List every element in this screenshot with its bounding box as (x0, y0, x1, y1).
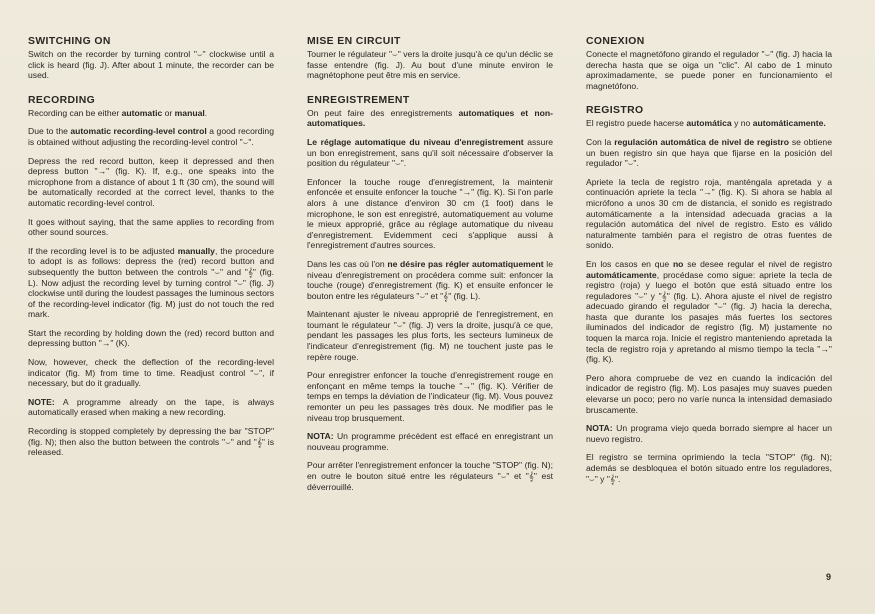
registro-manual-text: En los casos en que no se desee regular el nivel de registro automáticamente, procédase como sigue: apriete la tecla de registro (roja) y luego el botón que está situado entre los reguladores "⌣" y "𝄞" (fig. L). Ahora ajuste el nivel de registro adecuado girando el regulador "⌣" (fig. J) hacia la derecha, hasta que durante los pasajes más fuertes los sectores iluminados del indicador de registro (fig. M) justamente no toquen la marca roja. Inicie el registro manteniendo apretada la tecla de registro roja y apretando al mismo tiempo la tecla "→" (fig. K). (586, 258, 832, 365)
recording-heading: RECORDING (28, 94, 96, 106)
registro-comprobar-text: Pero ahora compruebe de vez en cuando la indicación del indicador de registro (fig. M). Los pasajes muy suaves pueden elevarse un poco; pero no varíe nunca la intensidad demasiado bruscamente. (586, 372, 832, 415)
enregistrement-intro: On peut faire des enregistrements automatiques et non-automatiques. (307, 107, 553, 129)
recording-automatic-text: Due to the automatic recording-level control a good recording is obtained without adjusting the recording-level control "⌣". (28, 126, 274, 147)
enregistrement-manuel-text: Dans les cas où l'on ne désire pas régler automatiquement le niveau d'enregistrement on procédera comme suit: enfoncer la touche (rouge) d'enregistrement (fig. K) et ensuite enfoncer le bouton entre les régulateurs "⌣" et "𝄞" (fig. L). (307, 258, 553, 301)
mise-en-circuit-text: Tourner le régulateur "⌣" vers la droite jusqu'à ce qu'un déclic se fasse entendre (fig. J). Au bout d'une minute environ le magnétophone peut être mis en service. (307, 49, 553, 81)
french-column (307, 36, 553, 500)
recording-manual-text: If the recording level is to be adjusted manually, the procedure to adopt is as follows: depress the (red) record button and subsequently the button between the controls "⌣" and "𝄞" (fig. L). Now adjust the recording level by turning control "⌣" (fig. J) clockwise until during the loudest passages the luminous sectors of the recording-level indicator (fig. M) just do not touch the red mark. (28, 245, 275, 320)
nota-text: NOTA: Un programme précédent est effacé en enregistrant un nouveau programme. (307, 431, 553, 452)
registro-stop-text: El registro se termina oprimiendo la tecla "STOP" (fig. N); además se desbloquea el botón situado entre los reguladores, "⌣" y "𝄞". (586, 452, 832, 484)
recording-stop-text: Recording is stopped completely by depressing the bar "STOP" (fig. N); then also the button between the controls "⌣" and "𝄞" is released. (28, 426, 274, 458)
recording-other-sources-text: It goes without saying, that the same applies to recording from other sound sources. (28, 216, 274, 238)
registro-intro: El registro puede hacerse automática y no automáticamente. (586, 118, 826, 129)
recording-procedure-text: Depress the red record button, keep it depressed and then depress button "→" (fig. K). If, e.g., one speaks into the microphone from a distance of about 1 ft (30 cm), the sound will be automatically recorded at the correct level, thanks to the automatic recording-level control. (28, 155, 274, 208)
registro-procedimiento-text: Apriete la tecla de registro roja, manténgala apretada y a continuación apriete la tecla "→" (fig. K). Si ahora se habla al micrófono a unos 30 cm de distancia, el sonido es registrado automáticamente a la intensidad adecuada gracias a la regulación automática del nivel de registro. Esto es válido naturalmente también para el registro de otras fuentes de sonido. (586, 176, 832, 251)
nota-es-text: NOTA: Un programa viejo queda borrado siempre al hacer un nuevo registro. (586, 423, 832, 444)
registro-heading: REGISTRO (586, 105, 644, 117)
recording-start-text: Start the recording by holding down the (red) record button and depressing button "→" (K). (28, 327, 274, 349)
mise-en-circuit-heading: MISE EN CIRCUIT (307, 36, 401, 47)
recording-intro: Recording can be either automatic or manual. (28, 107, 208, 118)
enregistrement-procedure-text: Enfoncer la touche rouge d'enregistrement, la maintenir enfoncée et ensuite enfoncer la touche "→" (fig. K). Si l'on parle alors à une distance d'environ 30 cm (1 foot) dans le microphone, le son est enregistré, automatiquement au volume le mieux approprié, grâce au réglage automatique du niveau d'enregistrement. Evidemment ceci s'applique aussi à l'enregistrement d'autres sources. (307, 176, 553, 251)
enregistrement-arret-text: Pour arrêter l'enregistrement enfoncer la touche "STOP" (fig. N); en outre le bouton situé entre les régulateurs "⌣" et "𝄞" est déverrouillé. (307, 460, 553, 492)
enregistrement-heading: ENREGISTREMENT (307, 94, 410, 106)
note-text: NOTE: A programme already on the tape, is always automatically erased when making a new recording. (28, 396, 274, 418)
recording-check-text: Now, however, check the deflection of the recording-level indicator (fig. M) from time to time. Readjust control "⌣", if necessary, but do it gradually. (28, 357, 274, 389)
enregistrement-enfoncer-text: Pour enregistrer enfoncer la touche d'enregistrement rouge en enfonçant en même temps la touche "→" (fig. K). Vérifier de temps en temps la déviation de l'indicateur (fig. M). Vous pouvez remonter un peu les passages très doux. Ne modifier pas le niveau trop brusquement. (307, 370, 553, 423)
switching-on-text: Switch on the recorder by turning control "⌣" clockwise until a click is heard (fig. J). After about 1 minute, the recorder can be used. (28, 49, 274, 81)
enregistrement-ajuster-text: Maintenant ajuster le niveau approprié de l'enregistrement, en tournant le régulateur "⌣" (fig. J) vers la droite, jusqu'à ce que, pendant les passages les plus forts, les secteurs lumineux de l'indicateur d'enregistrement (fig. M) ne touchent juste pas le repère rouge. (307, 309, 553, 362)
page-number: 9 (826, 572, 832, 582)
switching-on-heading: SWITCHING ON (28, 36, 111, 47)
conexion-text: Conecte el magnetófono girando el regulador "⌣" (fig. J) hacia la derecha hasta que se oiga un "clic". Al cabo de 1 minuto aproximadamente, se puede poner en funcionamiento el magnetófono. (586, 49, 832, 91)
spanish-column (586, 36, 832, 492)
registro-automatico-text: Con la regulación automática de nivel de registro se obtiene un buen registro sin que haya que fijarse en la posición del regulador "⌣". (586, 136, 832, 169)
english-column (28, 36, 274, 466)
enregistrement-automatique-text: Le réglage automatique du niveau d'enregistrement assure un bon enregistrement, sans qu'il soit nécessaire d'observer la position du régulateur "⌣". (307, 136, 554, 169)
conexion-heading: CONEXION (586, 36, 645, 47)
